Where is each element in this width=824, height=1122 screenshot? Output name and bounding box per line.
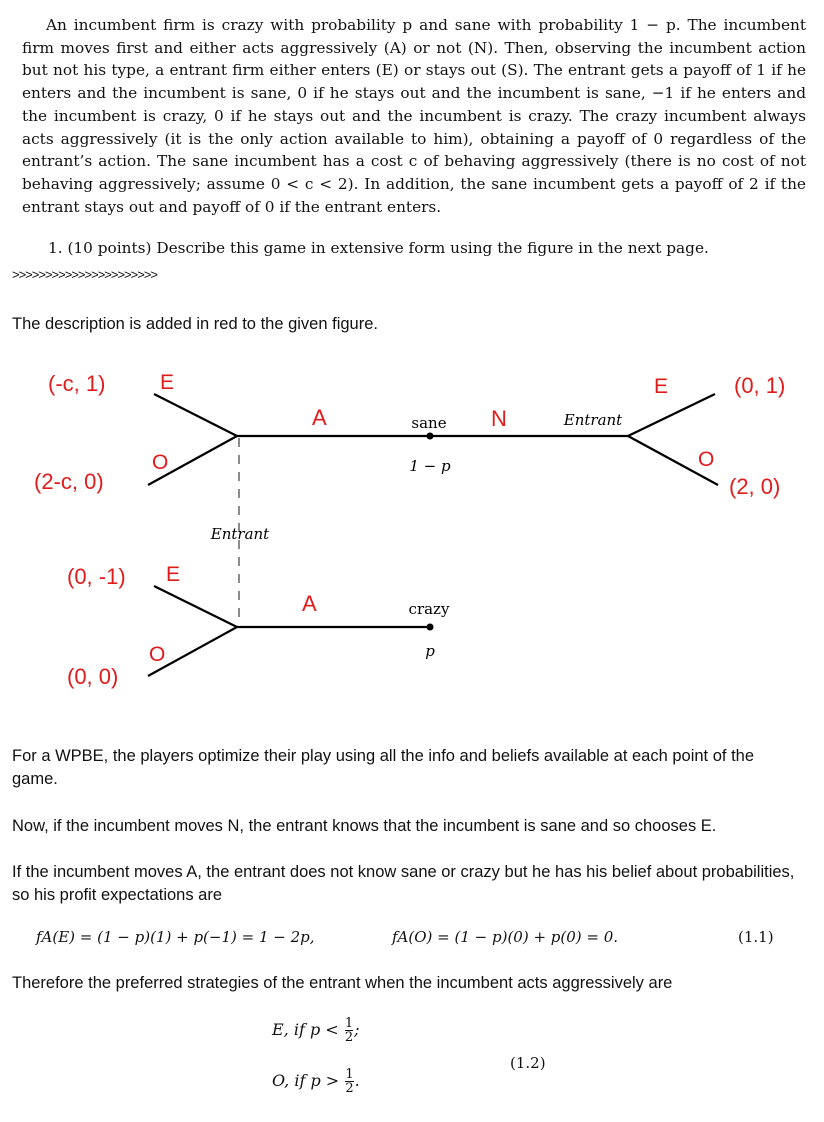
- analysis-paragraph-4: Therefore the preferred strategies of the entrant when the incumbent acts aggressively are: [12, 974, 673, 992]
- fraction-numerator: 1: [344, 1016, 354, 1031]
- problem-text: An incumbent firm is crazy with probability p and sane with probability 1 − p. The incumbent firm moves first and either acts aggressively (A) or not (N). Then, observing the incumbent action but not his type, a entrant firm either enters (E) or stays out (S). The entrant gets a payoff of 1 if he enters and the incumbent is sane, 0 if he stays out and the incumbent is sane, −1 if he enters and the incumbent is crazy, 0 if he stays out and the incumbent is crazy. The crazy incumbent always acts aggressively (it is the only action available to him), obtaining a payoff of 0 regardless of the entrant’s action. The sane incumbent has a cost c of behaving aggressively (there is no cost of not behaving aggressively; assume 0 < c < 2). In addition, the sane incumbent gets a payoff of 2 if the entrant stays out and payoff of 0 if the entrant enters.: [22, 16, 806, 216]
- node-crazy: [427, 624, 434, 631]
- equation-expectation-out: fA(O) = (1 − p)(0) + p(0) = 0.: [392, 928, 619, 946]
- case-out: [272, 1068, 360, 1095]
- payoff-bottom-left-enter: (0, -1): [67, 564, 126, 589]
- fraction-denominator-2: 2: [345, 1081, 354, 1096]
- action-bottom-left-E: E: [166, 563, 181, 586]
- branch-bottom-left-E: [154, 586, 237, 627]
- payoff-right-enter: (0, 1): [734, 373, 786, 398]
- case-out-text: O, if p >: [272, 1071, 340, 1090]
- action-right-O: O: [698, 448, 715, 471]
- branch-right-E: [628, 394, 715, 436]
- action-top-left-O: O: [152, 451, 169, 474]
- equation-expectation-enter: fA(E) = (1 − p)(1) + p(−1) = 1 − 2p,: [36, 928, 315, 946]
- label-sane-prob: 1 − p: [409, 457, 451, 475]
- action-right-E: E: [654, 375, 669, 398]
- fraction-numerator-2: 1: [345, 1067, 354, 1082]
- equation-number-1-2: (1.2): [510, 1054, 546, 1072]
- case-enter-end: ;: [354, 1020, 360, 1039]
- label-crazy-prob: p: [425, 642, 435, 660]
- node-sane: [427, 433, 434, 440]
- payoff-right-out: (2, 0): [729, 474, 781, 499]
- label-entrant-right: Entrant: [563, 411, 623, 429]
- analysis-paragraph-1: For a WPBE, the players optimize their play using all the info and beliefs available at each point of the game.: [12, 747, 755, 788]
- analysis-paragraph-3: If the incumbent moves A, the entrant does not know sane or crazy but he has his belief about probabilities, so his profit expectations are: [12, 863, 795, 904]
- case-out-end: .: [354, 1071, 360, 1090]
- figure-note: The description is added in red to the given figure.: [12, 315, 378, 333]
- fraction-one-half-2: [345, 1068, 353, 1095]
- action-bottom-left-O: O: [149, 643, 166, 666]
- action-sane-N: N: [491, 406, 507, 431]
- game-tree-figure: [0, 340, 824, 690]
- label-crazy: crazy: [408, 600, 450, 618]
- action-crazy-A: A: [302, 591, 317, 616]
- action-sane-A: A: [312, 405, 327, 430]
- label-sane: sane: [411, 414, 447, 432]
- fraction-one-half: [345, 1017, 353, 1044]
- payoff-bottom-left-out: (0, 0): [67, 664, 119, 689]
- case-enter-text: E, if p <: [272, 1020, 339, 1039]
- case-enter: [272, 1017, 359, 1044]
- label-entrant-info-set: Entrant: [210, 525, 270, 543]
- analysis-paragraph-2: Now, if the incumbent moves N, the entrant knows that the incumbent is sane and so chooses E.: [12, 817, 717, 835]
- problem-statement: [22, 14, 806, 218]
- branch-top-left-E: [154, 394, 237, 436]
- fraction-denominator: 2: [344, 1030, 354, 1045]
- payoff-top-left-enter: (-c, 1): [48, 371, 106, 396]
- question-1: 1. (10 points) Describe this game in extensive form using the figure in the next page.: [48, 239, 709, 257]
- payoff-top-left-out: (2-c, 0): [34, 469, 104, 494]
- action-top-left-E: E: [160, 371, 175, 394]
- separator: >>>>>>>>>>>>>>>>>>>>>>: [12, 267, 158, 282]
- equation-number-1-1: (1.1): [738, 928, 774, 946]
